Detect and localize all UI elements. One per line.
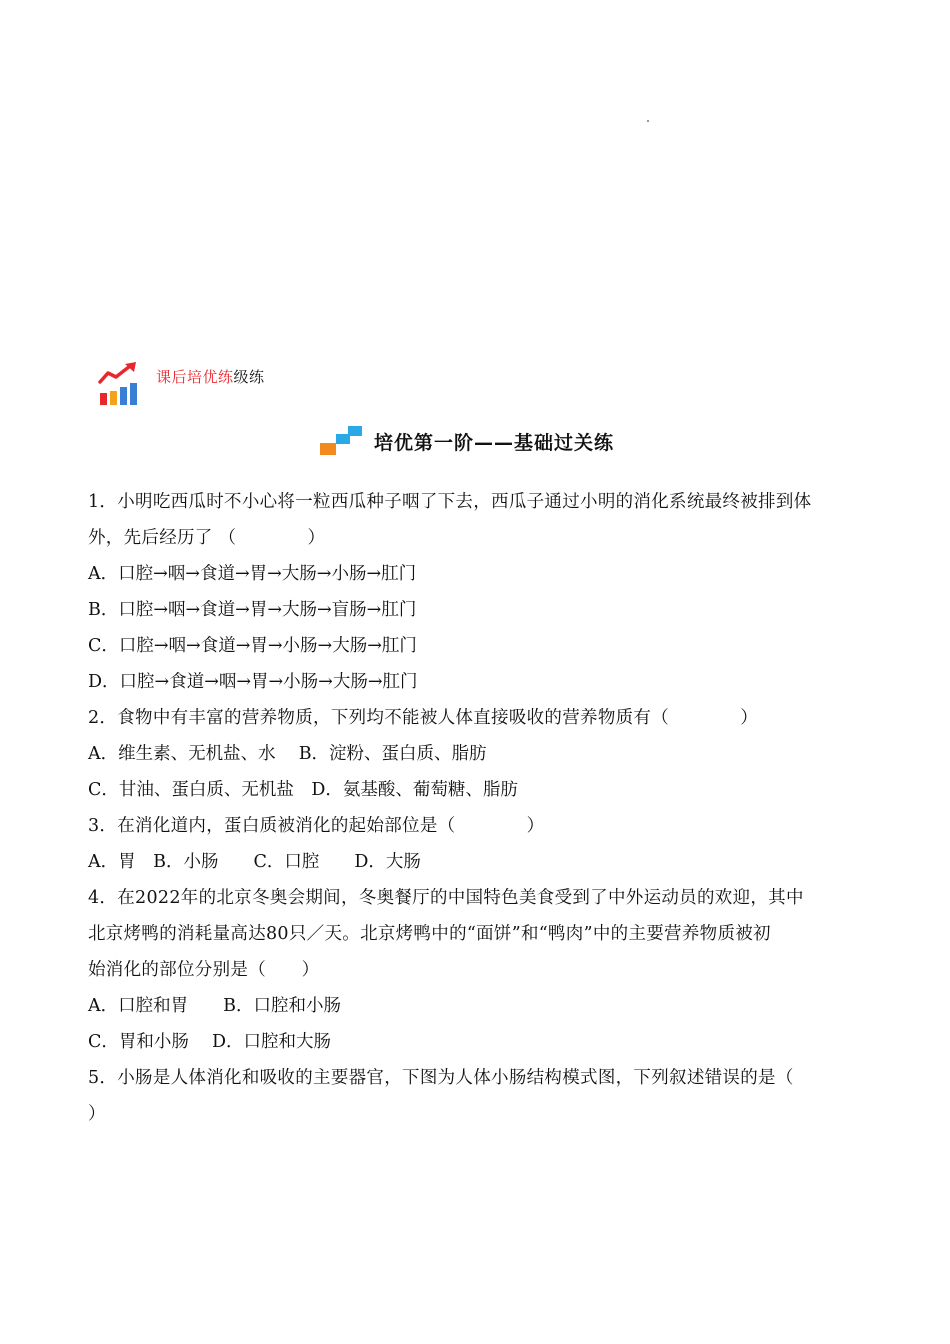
header-label	[156, 366, 265, 387]
header-label-red: 课后培优练	[156, 368, 234, 386]
question-2-line-1: 2．食物中有丰富的营养物质，下列均不能被人体直接吸收的营养物质有（ ）	[88, 708, 759, 728]
question-3-line-1: 3．在消化道内，蛋白质被消化的起始部位是（ ）	[88, 816, 545, 836]
question-4-line-3: 始消化的部位分别是（ ）	[88, 960, 320, 980]
question-1-option-d: D．口腔→食道→咽→胃→小肠→大肠→肛门	[88, 672, 418, 692]
steps-icon	[318, 424, 364, 458]
question-1-line-1: 1．小明吃西瓜时不小心将一粒西瓜种子咽了下去，西瓜子通过小明的消化系统最终被排到体	[88, 492, 812, 512]
question-1-option-a: A．口腔→咽→食道→胃→大肠→小肠→肛门	[88, 564, 417, 584]
header-label-black: 级练	[233, 368, 265, 386]
section-title-row	[318, 424, 614, 458]
question-4-line-2: 北京烤鸭的消耗量高达80只／天。北京烤鸭中的“面饼”和“鸭肉”中的主要营养物质被初	[88, 924, 771, 944]
question-list	[88, 484, 878, 1132]
question-2-options-cd: C．甘油、蛋白质、无机盐 D．氨基酸、葡萄糖、脂肪	[88, 780, 518, 800]
question-5-line-1: 5．小肠是人体消化和吸收的主要器官，下图为人体小肠结构模式图，下列叙述错误的是（	[88, 1068, 794, 1088]
question-1-line-2: 外，先后经历了 （ ）	[88, 528, 326, 548]
question-4-options-ab: A．口腔和胃 B．口腔和小肠	[88, 996, 341, 1016]
stray-dot	[647, 120, 649, 122]
section-header	[98, 362, 265, 408]
growth-chart-icon	[98, 362, 142, 408]
question-3-options: A．胃 B．小肠 C．口腔 D．大肠	[88, 852, 421, 872]
question-1-option-c: C．口腔→咽→食道→胃→小肠→大肠→肛门	[88, 636, 417, 656]
question-4-line-1: 4．在2022年的北京冬奥会期间，冬奥餐厅的中国特色美食受到了中外运动员的欢迎，其中	[88, 888, 804, 908]
question-2-options-ab: A．维生素、无机盐、水 B．淀粉、蛋白质、脂肪	[88, 744, 487, 764]
question-1-option-b: B．口腔→咽→食道→胃→大肠→盲肠→肛门	[88, 600, 417, 620]
section-title: 培优第一阶——基础过关练	[374, 431, 615, 454]
question-4-options-cd: C．胃和小肠 D．口腔和大肠	[88, 1032, 331, 1052]
question-5-line-2: ）	[88, 1104, 106, 1124]
